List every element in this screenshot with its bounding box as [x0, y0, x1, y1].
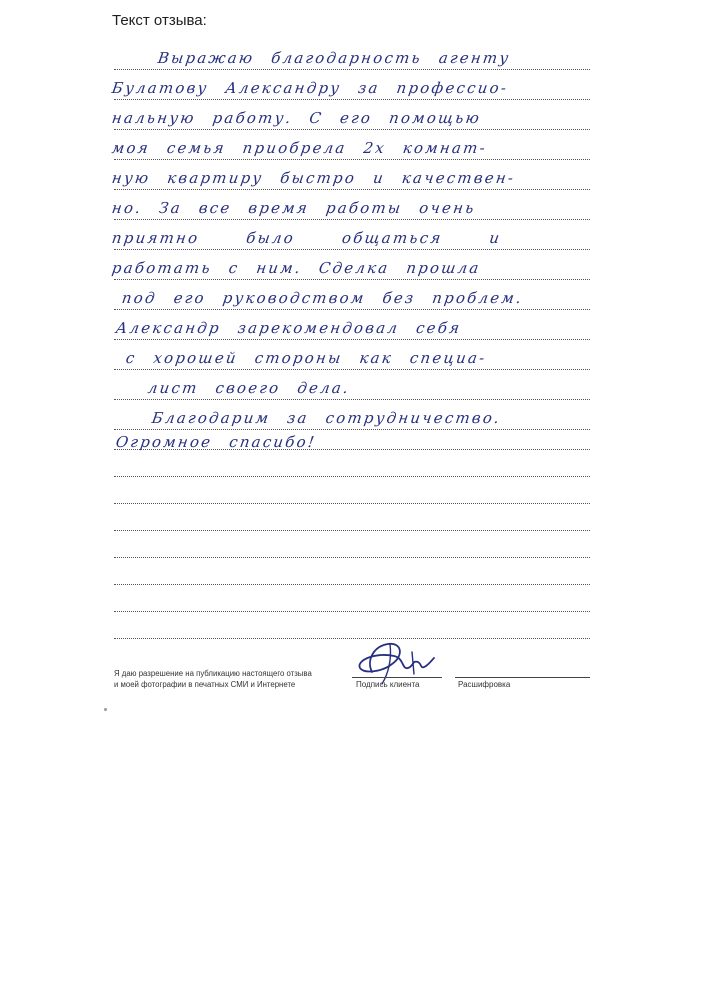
ruled-line — [114, 99, 590, 100]
review-line: приятно было общаться и — [110, 229, 503, 247]
ruled-line — [114, 189, 590, 190]
ruled-line — [114, 309, 590, 310]
ruled-line — [114, 339, 590, 340]
ruled-line — [114, 530, 590, 531]
ruled-line — [114, 219, 590, 220]
signature-line — [352, 677, 442, 678]
review-line: Благодарим за сотрудничество. — [150, 409, 503, 427]
ruled-line — [114, 476, 590, 477]
review-line: моя семья приобрела 2х комнат- — [110, 139, 489, 157]
review-line: под его руководством без проблем. — [120, 289, 525, 307]
consent-line: и моей фотографии в печатных СМИ и Интернете — [114, 680, 296, 689]
ruled-line — [114, 429, 590, 430]
ruled-line — [114, 584, 590, 585]
decoding-line — [455, 677, 590, 678]
ruled-line — [114, 611, 590, 612]
review-line: Огромное спасибо! — [114, 433, 318, 451]
form-heading: Текст отзыва: — [112, 12, 207, 29]
scan-speck — [104, 708, 107, 711]
decoding-caption: Расшифровка — [458, 680, 511, 689]
review-line: Выражаю благодарность агенту — [156, 49, 512, 67]
review-line: нальную работу. С его помощью — [110, 109, 483, 127]
ruled-line — [114, 369, 590, 370]
review-line: Александр зарекомендовал себя — [114, 319, 463, 337]
review-line: ную квартиру быстро и качествен- — [110, 169, 517, 187]
ruled-line — [114, 159, 590, 160]
signature-caption: Подпись клиента — [356, 680, 420, 689]
ruled-line — [114, 249, 590, 250]
review-line: но. За все время работы очень — [110, 199, 477, 217]
review-line: Булатову Александру за профессио- — [110, 79, 510, 97]
ruled-line — [114, 503, 590, 504]
consent-line: Я даю разрешение на публикацию настоящего отзыва — [114, 669, 312, 678]
ruled-line — [114, 129, 590, 130]
ruled-line — [114, 399, 590, 400]
ruled-line — [114, 279, 590, 280]
review-line: с хорошей стороны как специа- — [124, 349, 488, 367]
ruled-line — [114, 69, 590, 70]
ruled-line — [114, 557, 590, 558]
publication-consent — [114, 668, 312, 690]
review-line: работать с ним. Сделка прошла — [110, 259, 482, 277]
review-line: лист своего дела. — [146, 379, 352, 397]
